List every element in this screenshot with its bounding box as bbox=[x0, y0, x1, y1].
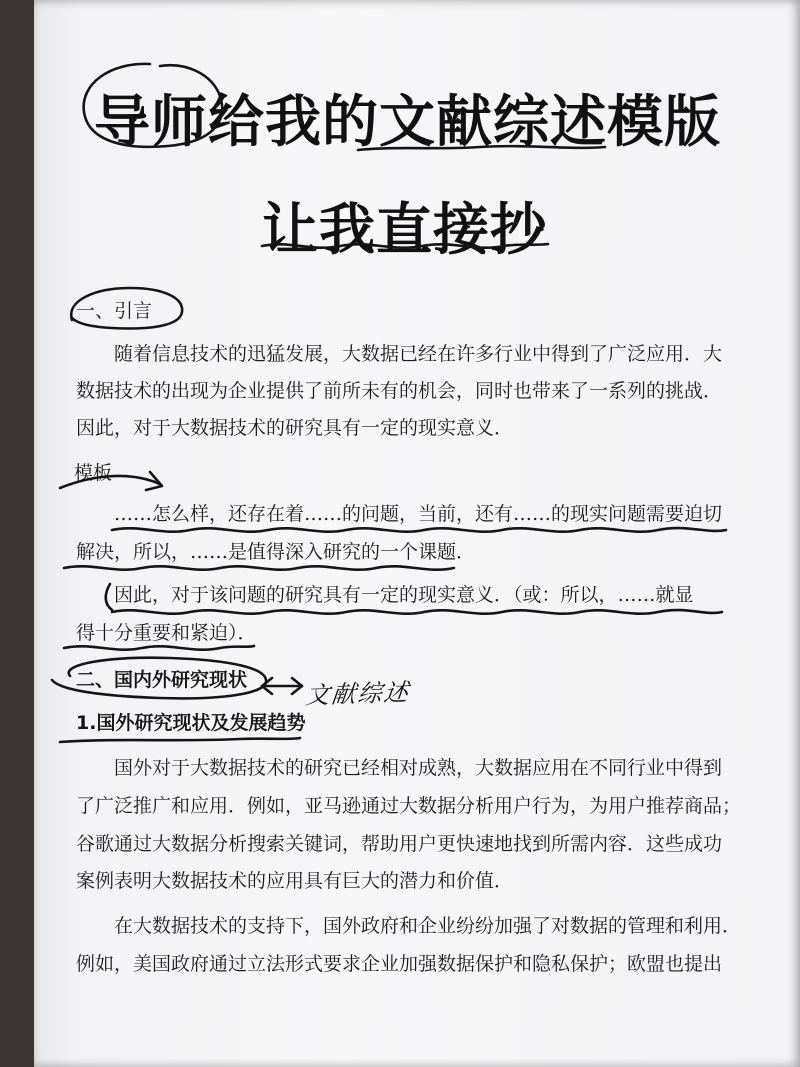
section2-subheading: 1.国外研究现状及发展趋势 bbox=[76, 712, 306, 734]
section2-p1-line-2: 了广泛推广和应用．例如，亚马逊通过大数据分析用户行为，为用户推荐商品； bbox=[76, 795, 742, 817]
title-line-2: 让我直接抄 bbox=[262, 198, 547, 263]
section2-p2-line-2: 例如，美国政府通过立法形式要求企业加强数据保护和隐私保护；欧盟也提出 bbox=[76, 953, 723, 975]
title-line-1: 导师给我的文献综述模版 bbox=[94, 90, 721, 155]
section2-p1-line-3: 谷歌通过大数据分析搜索关键词，帮助用户更快速地找到所需内容．这些成功 bbox=[76, 833, 723, 855]
template-line-3: 因此，对于该问题的研究具有一定的现实意义．（或：所以，……就显 bbox=[114, 584, 694, 606]
section1-line-3: 因此，对于大数据技术的研究具有一定的现实意义． bbox=[76, 417, 514, 439]
section1-heading: 一、引言 bbox=[76, 300, 153, 322]
section2-p1-line-1: 国外对于大数据技术的研究已经相对成熟，大数据应用在不同行业中得到 bbox=[114, 757, 723, 779]
section2-p1-line-4: 案例表明大数据技术的应用具有巨大的潜力和价值． bbox=[76, 870, 514, 892]
section2-p2-line-1: 在大数据技术的支持下，国外政府和企业纷纷加强了对数据的管理和利用． bbox=[114, 915, 742, 937]
template-label: 模板 bbox=[74, 462, 113, 484]
section1-line-1: 随着信息技术的迅猛发展，大数据已经在许多行业中得到了广泛应用．大 bbox=[114, 343, 723, 365]
handwritten-annotation: 文献综述 bbox=[304, 678, 412, 710]
section2-heading: 二、国内外研究现状 bbox=[76, 669, 248, 691]
template-line-2: 解决，所以，……是值得深入研究的一个课题． bbox=[76, 541, 476, 563]
template-line-1: ……怎么样，还存在着……的问题，当前，还有……的现实问题需要迫切 bbox=[114, 503, 723, 525]
section1-line-2: 数据技术的出现为企业提供了前所未有的机会，同时也带来了一系列的挑战． bbox=[76, 380, 723, 402]
template-line-4: 得十分重要和紧迫）． bbox=[76, 622, 257, 644]
